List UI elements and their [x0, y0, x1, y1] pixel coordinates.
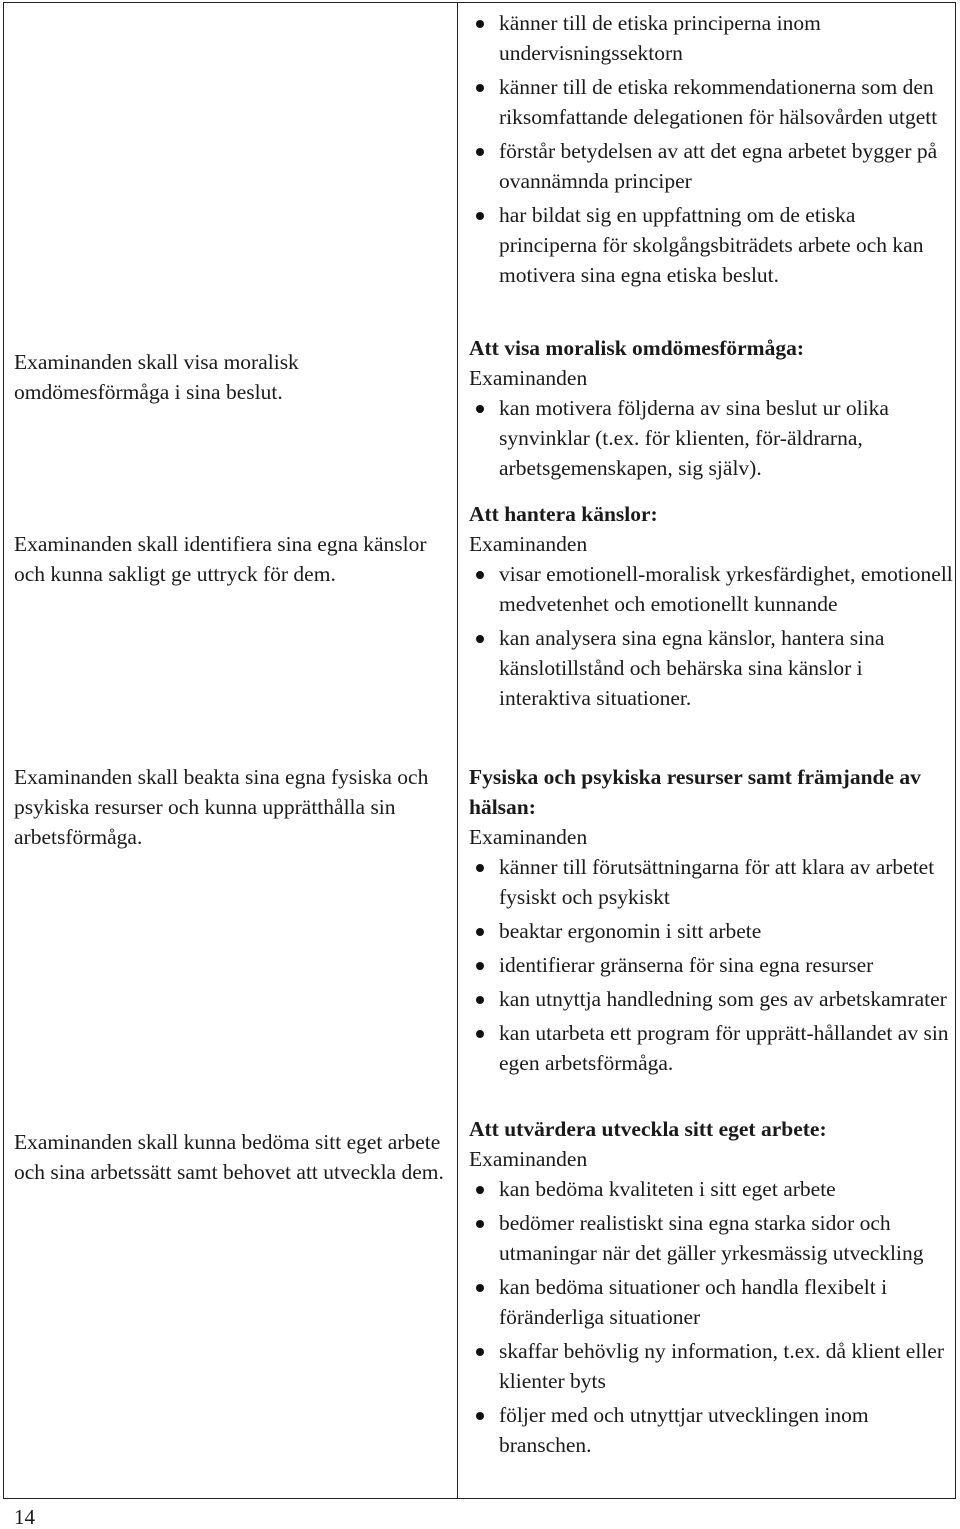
page-number: 14	[14, 1505, 35, 1529]
bullet-icon	[476, 212, 484, 220]
bullet-icon	[476, 84, 484, 92]
list-item: förstår betydelsen av att det egna arbetet bygger på ovannämnda principer	[469, 136, 957, 196]
list-item: känner till de etiska principerna inom undervisningssektorn	[469, 8, 957, 68]
list-item: beaktar ergonomin i sitt arbete	[469, 916, 957, 946]
left-criterion-4: Examinanden skall kunna bedöma sitt eget arbete och sina arbetssätt samt behovet att utveckla dem.	[14, 1130, 444, 1184]
list-item: kan bedöma kvaliteten i sitt eget arbete	[469, 1174, 957, 1204]
section-emotions	[469, 499, 957, 717]
bullet-icon	[476, 405, 484, 413]
left-criterion-3: Examinanden skall beakta sina egna fysiska och psykiska resurser och kunna upprätthålla sin arbetsförmåga.	[14, 765, 429, 849]
section-subject: Examinanden	[469, 532, 588, 556]
list-item: bedömer realistiskt sina egna starka sidor och utmaningar när det gäller yrkesmässig utveckling	[469, 1208, 957, 1268]
ethics-list-block	[469, 8, 957, 294]
bullet-icon	[476, 635, 484, 643]
section-list	[469, 393, 957, 483]
section-subject: Examinanden	[469, 825, 588, 849]
bullet-icon	[476, 864, 484, 872]
bullet-icon	[476, 148, 484, 156]
list-item: kan utnyttja handledning som ges av arbetskamrater	[469, 984, 957, 1014]
bullet-icon	[476, 928, 484, 936]
list-item: följer med och utnyttjar utvecklingen inom branschen.	[469, 1400, 957, 1460]
ethics-list	[469, 8, 957, 290]
list-item: skaffar behövlig ny information, t.ex. då klient eller klienter byts	[469, 1336, 957, 1396]
list-item: kan analysera sina egna känslor, hantera sina känslotillstånd och behärska sina känslor i interaktiva situationer.	[469, 623, 957, 713]
list-item: visar emotionell-moralisk yrkesfärdighet, emotionell medvetenhet och emotionellt kunnande	[469, 559, 957, 619]
left-criterion-1: Examinanden skall visa moralisk omdömesförmåga i sina beslut.	[14, 350, 299, 404]
section-list	[469, 1174, 957, 1460]
column-divider	[457, 3, 458, 1498]
criteria-table	[3, 2, 956, 1499]
bullet-icon	[476, 1284, 484, 1292]
bullet-icon	[476, 1186, 484, 1194]
section-heading: Att visa moralisk omdömesförmåga:	[469, 336, 804, 360]
list-item: identifierar gränserna för sina egna resurser	[469, 950, 957, 980]
section-subject: Examinanden	[469, 1147, 588, 1171]
list-item: känner till förutsättningarna för att klara av arbetet fysiskt och psykiskt	[469, 852, 957, 912]
bullet-icon	[476, 1348, 484, 1356]
list-item: har bildat sig en uppfattning om de etiska principerna för skolgångsbiträdets arbete och kan motivera sina egna etiska beslut.	[469, 200, 957, 290]
list-item: kan utarbeta ett program för upprätt-hållandet av sin egen arbetsförmåga.	[469, 1018, 957, 1078]
section-moral-judgement	[469, 333, 957, 487]
section-heading: Fysiska och psykiska resurser samt främjande av hälsan:	[469, 765, 921, 819]
section-evaluate-work	[469, 1114, 957, 1464]
list-item: kan motivera följderna av sina beslut ur olika synvinklar (t.ex. för klienten, för-äldrarna, arbetsgemenskapen, sig själv).	[469, 393, 957, 483]
bullet-icon	[476, 1030, 484, 1038]
section-list	[469, 559, 957, 713]
bullet-icon	[476, 571, 484, 579]
section-list	[469, 852, 957, 1078]
section-heading: Att utvärdera utveckla sitt eget arbete:	[469, 1117, 827, 1141]
bullet-icon	[476, 962, 484, 970]
list-item: känner till de etiska rekommendationerna som den riksomfattande delegationen för hälsovården utgett	[469, 72, 957, 132]
section-resources-health	[469, 762, 957, 1082]
bullet-icon	[476, 1412, 484, 1420]
section-subject: Examinanden	[469, 366, 588, 390]
bullet-icon	[476, 996, 484, 1004]
section-heading: Att hantera känslor:	[469, 502, 658, 526]
bullet-icon	[476, 1220, 484, 1228]
left-criterion-2: Examinanden skall identifiera sina egna känslor och kunna sakligt ge uttryck för dem.	[14, 532, 427, 586]
bullet-icon	[476, 20, 484, 28]
list-item: kan bedöma situationer och handla flexibelt i föränderliga situationer	[469, 1272, 957, 1332]
